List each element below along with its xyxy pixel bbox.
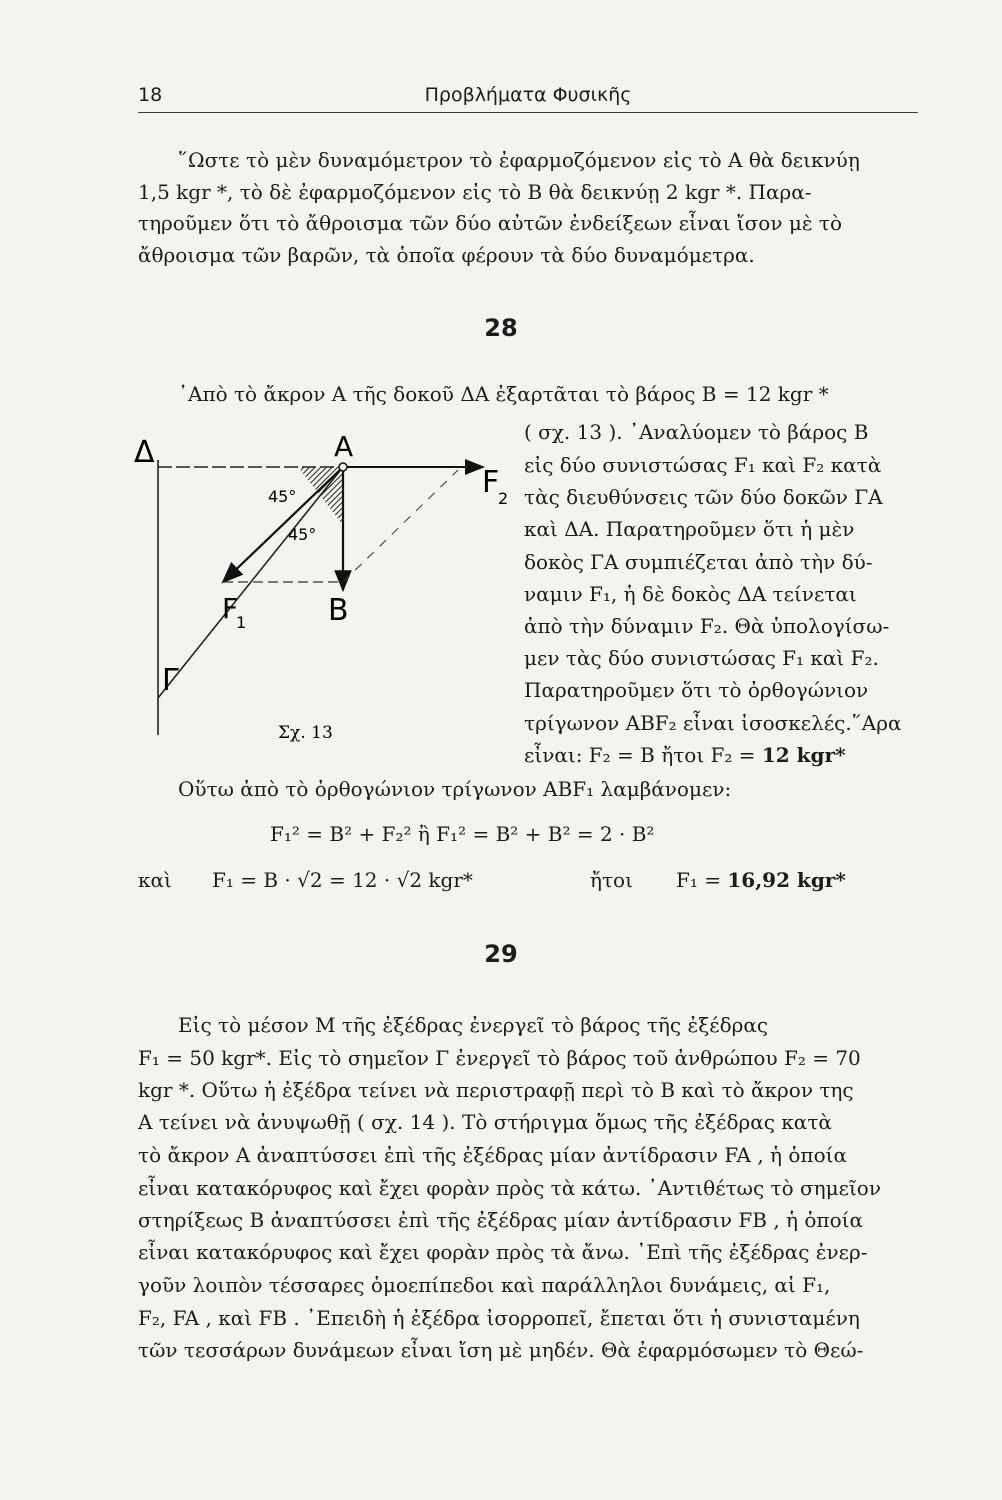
right-col-line: δοκὸς ΓΑ συμπιέζεται ἀπὸ τὴν δύ- [524, 550, 873, 574]
label-f1-sub: 1 [236, 613, 247, 632]
equation-2-label: καὶ [138, 868, 172, 892]
p29-line: F₁ = 50 kgr*. Εἰς τὸ σημεῖον Γ ἐνεργεῖ τὸ βάρος τοῦ ἀνθρώπου F₂ = 70 [138, 1046, 861, 1070]
problem-28-first-line: ᾿Απὸ τὸ ἄκρον Α τῆς δοκοῦ ΔΑ ἐξαρτᾶται τὸ βάρος Β = 12 kgr * [178, 382, 829, 406]
after-figure-line: Οὕτω ἀπὸ τὸ ὀρθογώνιον τρίγωνον ΑΒF₁ λαμβάνομεν: [178, 777, 732, 801]
right-col-line: τρίγωνον ΑΒF₂ εἶναι ἰσοσκελές.῞Αρα [524, 711, 902, 735]
label-angle-top: 45° [268, 487, 297, 506]
intro-line: 1,5 kgr *, τὸ δὲ ἐφαρμοζόμενον εἰς τὸ Β θὰ δεικνύῃ 2 kgr *. Παρα- [138, 180, 812, 204]
dashed-side-2 [343, 470, 458, 582]
problem-number-29: 29 [484, 940, 518, 968]
intro-line: τηροῦμεν ὅτι τὸ ἄθροισμα τῶν δύο αὐτῶν ἐνδείξεων εἶναι ἴσον μὲ τὸ [138, 211, 843, 235]
angle-hatch [298, 467, 343, 525]
right-col-line: τὰς διευθύνσεις τῶν δύο δοκῶν ΓΑ [524, 485, 883, 509]
p29-line: kgr *. Οὕτω ἡ ἐξέδρα τείνει νὰ περιστραφῇ περὶ τὸ Β καὶ τὸ ἄκρον της [138, 1078, 854, 1102]
label-angle-bottom: 45° [288, 525, 317, 544]
right-col-line: ( σχ. 13 ). ᾿Αναλύομεν τὸ βάρος Β [524, 420, 869, 444]
joint-a [339, 463, 347, 471]
label-gamma: Γ [162, 663, 179, 698]
p29-line: τῶν τεσσάρων δυνάμεων εἶναι ἴση μὲ μηδέν. Θὰ ἐφαρμόσωμεν τὸ Θεώ- [138, 1338, 864, 1362]
label-b: B [328, 593, 349, 628]
right-col-last-line [524, 743, 846, 767]
result-text: F₁ = [676, 868, 728, 892]
last-line-text: εἶναι: F₂ = B ἤτοι F₂ = [524, 743, 762, 767]
p29-line: γοῦν λοιπὸν τέσσαρες ὁμοεπίπεδοι καὶ παράλληλοι δυνάμεις, αἱ F₁, [138, 1273, 831, 1297]
p29-line: F₂, FA , καὶ FB . ᾿Επειδὴ ἡ ἐξέδρα ἰσορροπεῖ, ἔπεται ὅτι ἡ συνισταμένη [138, 1306, 860, 1330]
p29-line: τὸ ἄκρον Α ἀναπτύσσει ἐπὶ τῆς ἐξέδρας μίαν ἀντίδρασιν FA , ἡ ὁποία [138, 1143, 847, 1167]
equation-1: F₁² = B² + F₂² ἢ F₁² = B² + B² = 2 · B² [270, 822, 655, 846]
right-col-line: εἰς δύο συνιστώσας F₁ καὶ F₂ κατὰ [524, 453, 882, 477]
intro-line: ῞Ωστε τὸ μὲν δυναμόμετρον τὸ ἐφαρμοζόμενον εἰς τὸ Α θὰ δεικνύῃ [178, 148, 860, 172]
f1-arrow [223, 467, 343, 582]
p29-line: Εἰς τὸ μέσον Μ τῆς ἐξέδρας ἐνεργεῖ τὸ βάρος τῆς ἐξέδρας [178, 1013, 769, 1037]
p29-line: εἶναι κατακόρυφος καὶ ἔχει φορὰν πρὸς τὰ κάτω. ᾿Αντιθέτως τὸ σημεῖον [138, 1176, 882, 1200]
label-f2: F [482, 465, 500, 500]
intro-line: ἄθροισμα τῶν βαρῶν, τὰ ὁποῖα φέρουν τὰ δύο δυναμόμετρα. [138, 243, 755, 267]
p29-line: εἶναι κατακόρυφος καὶ ἔχει φορὰν πρὸς τὰ ἄνω. ᾿Επὶ τῆς ἐξέδρας ἐνερ- [138, 1240, 868, 1264]
problem-number-28: 28 [484, 314, 518, 342]
equation-2: F₁ = B · √2 = 12 · √2 kgr* [212, 868, 473, 892]
running-title: Προβλήματα Φυσικῆς [424, 84, 632, 106]
figure-13 [134, 430, 518, 780]
equation-2-result [676, 868, 846, 892]
right-col-line: ἀπὸ τὴν δύναμιν F₂. Θὰ ὑπολογίσω- [524, 614, 890, 638]
p29-line: Α τείνει νὰ ἀνυψωθῇ ( σχ. 14 ). Τὸ στήριγμα ὅμως τῆς ἐξέδρας κατὰ [138, 1110, 832, 1134]
equation-2-row [138, 868, 172, 892]
right-col-line: καὶ ΔΑ. Παρατηροῦμεν ὅτι ἡ μὲν [524, 517, 855, 541]
p29-line: στηρίξεως Β ἀναπτύσσει ἐπὶ τῆς ἐξέδρας μίαν ἀντίδρασιν FB , ἡ ὁποία [138, 1208, 863, 1232]
page-number: 18 [138, 84, 163, 106]
figure-caption: Σχ. 13 [278, 723, 333, 743]
page-header [138, 84, 918, 113]
right-col-line: Παρατηροῦμεν ὅτι τὸ ὀρθογώνιον [524, 678, 869, 702]
label-f2-sub: 2 [498, 489, 509, 508]
last-line-bold: 12 kgr* [761, 743, 846, 767]
label-delta: Δ [134, 435, 155, 470]
label-a: A [334, 430, 354, 463]
right-col-line: μεν τὰς δύο συνιστώσας F₁ καὶ F₂. [524, 646, 879, 670]
equation-2-hence: ἤτοι [590, 868, 633, 892]
label-f1: F [222, 592, 239, 625]
result-bold: 16,92 kgr* [727, 868, 846, 892]
right-col-line: ναμιν F₁, ἡ δὲ δοκὸς ΔΑ τείνεται [524, 582, 857, 606]
